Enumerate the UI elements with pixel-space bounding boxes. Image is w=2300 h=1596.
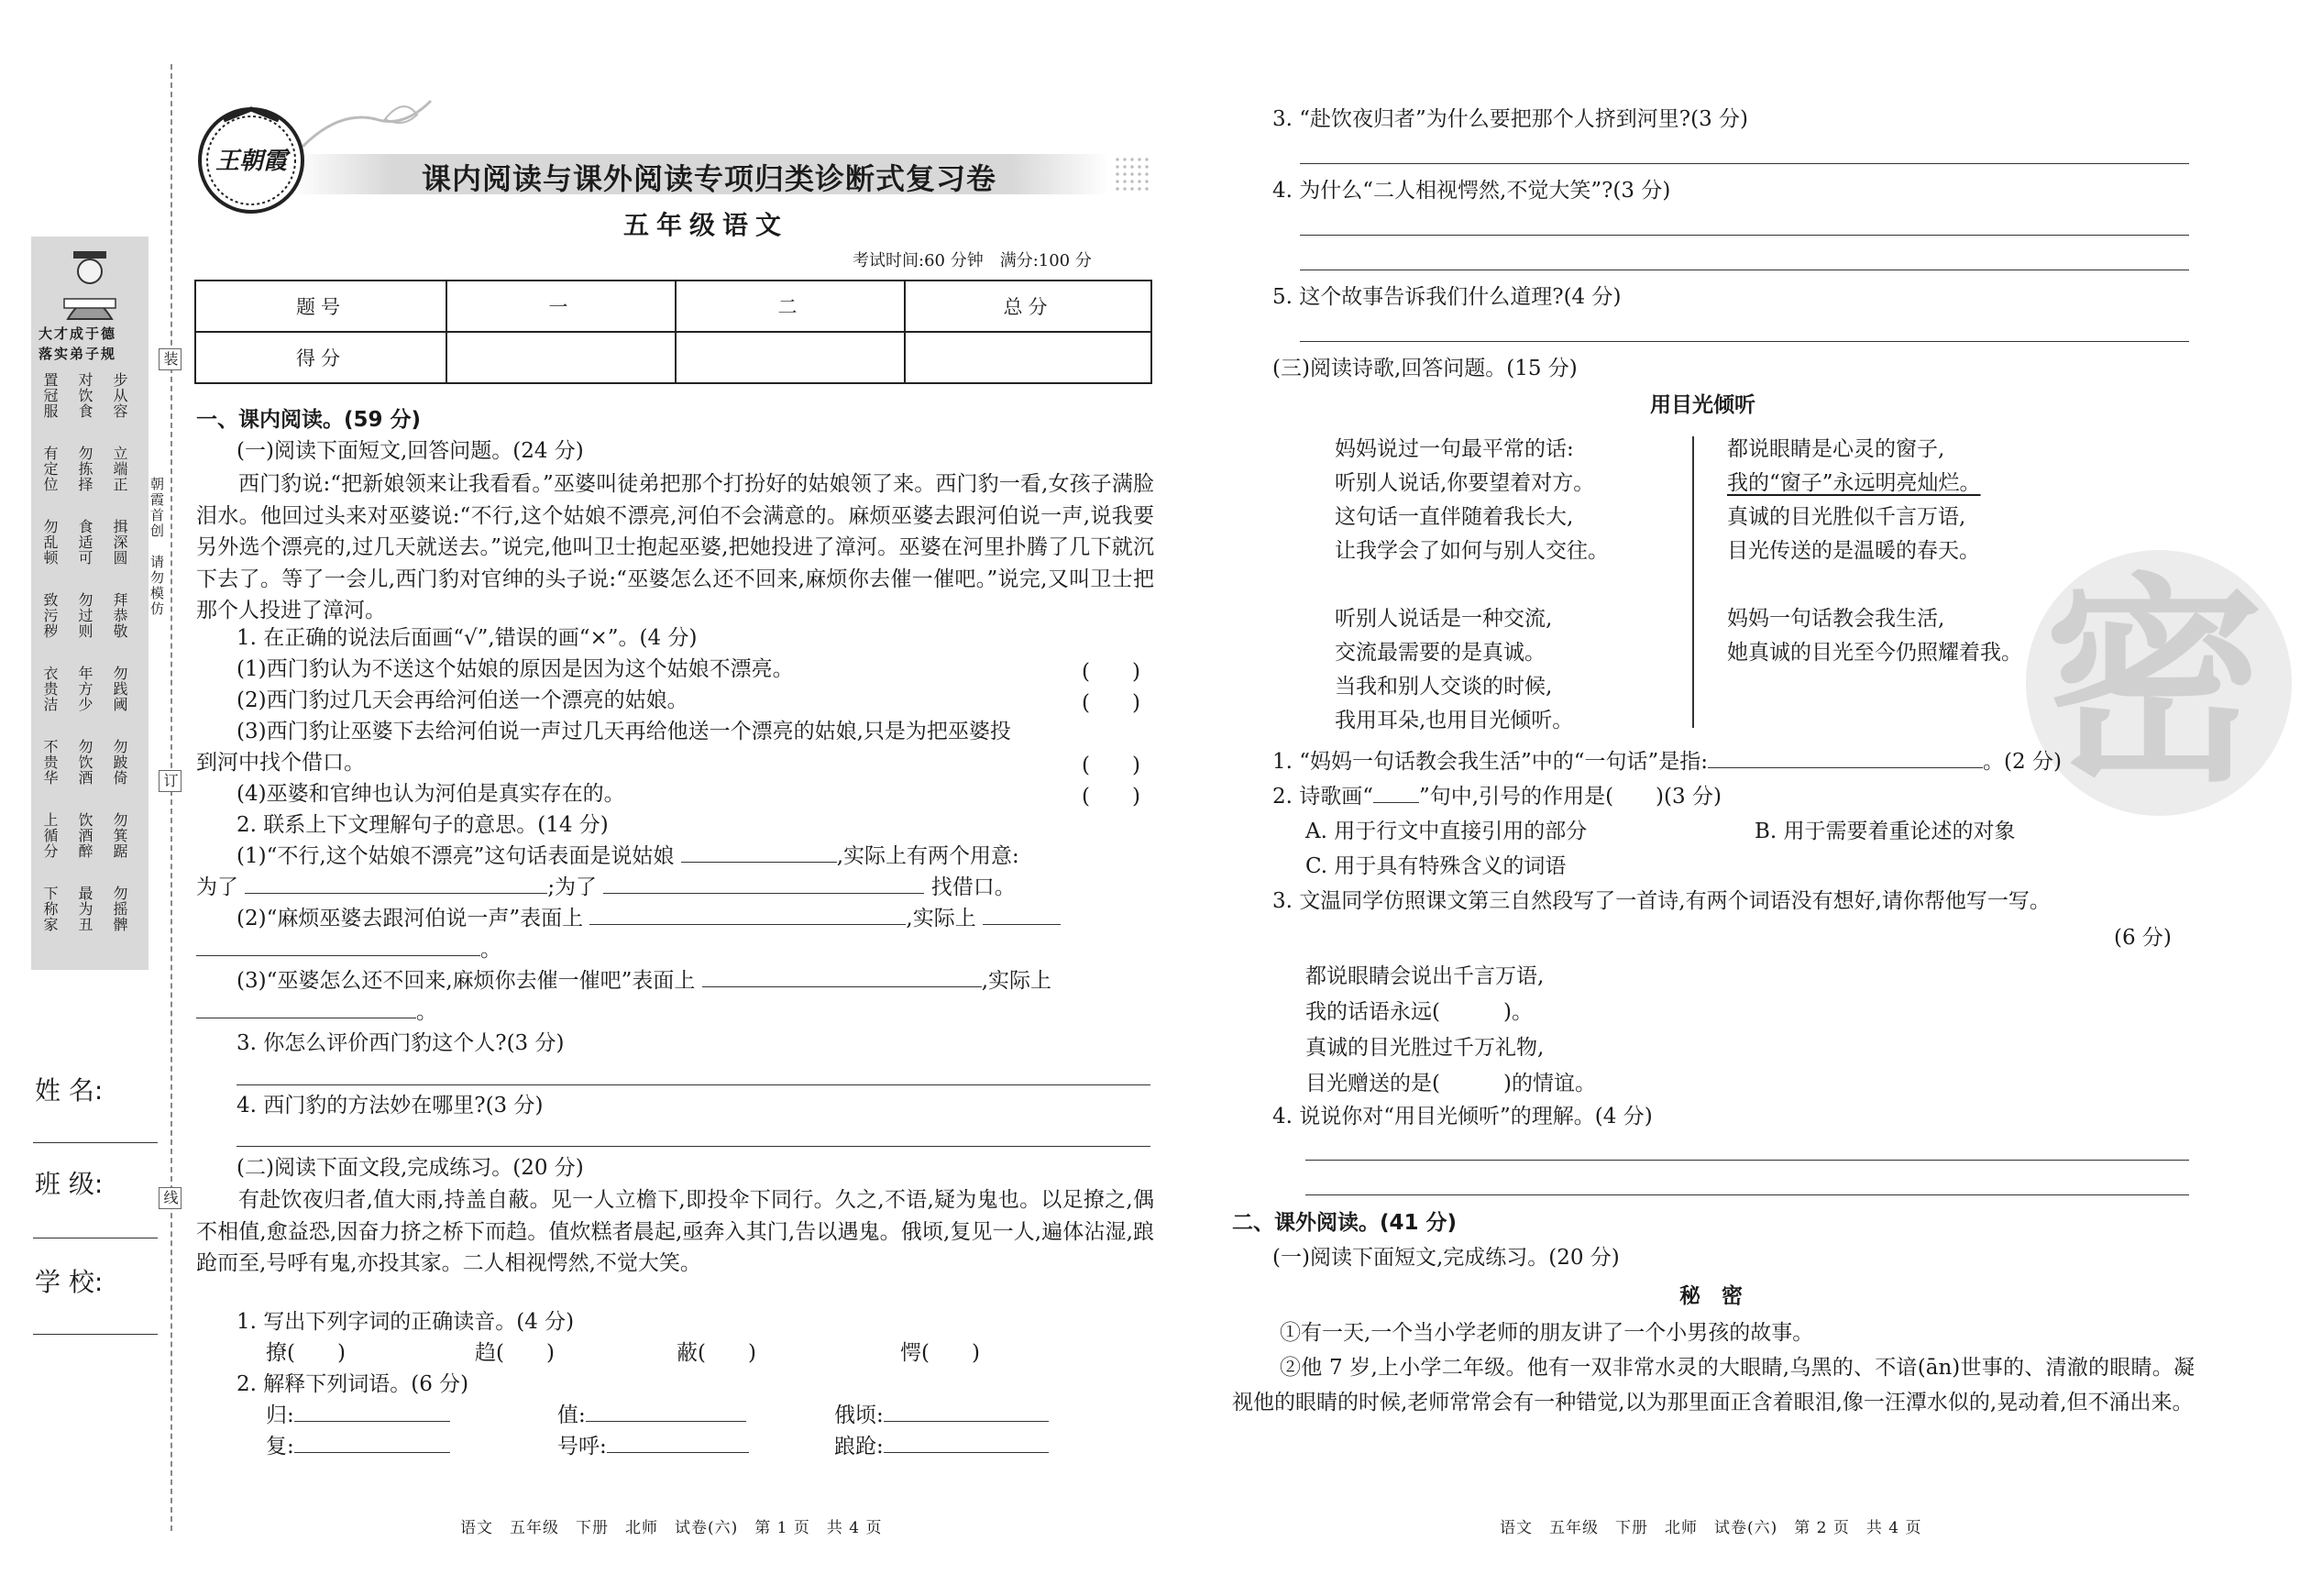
q2-1-blank-b[interactable] [245, 873, 547, 894]
q2-1-blank-c[interactable] [603, 873, 924, 894]
sidebar-rule: 不贵华 [41, 739, 59, 786]
word-1[interactable]: 撩( ) [266, 1341, 346, 1365]
story-title: 秘 密 [1679, 1284, 1743, 1308]
subtitle: 五年级语文 [623, 210, 789, 240]
poem-line: 让我学会了如何与别人交往。 [1335, 539, 1609, 563]
binding-dashed-line [171, 64, 172, 1531]
sidebar-rule: 食适可 [76, 519, 94, 566]
motto-2: 落实弟子规 [39, 346, 117, 362]
poem-line: 妈妈说过一句最平常的话: [1335, 437, 1574, 461]
watermark-seal [2026, 550, 2292, 816]
sidebar-rule: 揖深圆 [111, 519, 128, 566]
question-7: 3. “赴饮夜归者”为什么要把那个人挤到河里?(3 分) [1272, 107, 1748, 131]
poem-line: 妈妈一句话教会我生活, [1727, 607, 1945, 631]
section-1-heading: 一、课内阅读。(59 分) [196, 408, 422, 432]
def-3 [834, 1401, 1049, 1431]
q2-2-blank-b[interactable] [983, 904, 1061, 925]
sidebar-rule: 拜恭敬 [111, 592, 128, 639]
score-cell-label: 题号 [195, 281, 446, 332]
scholar-figure-icon [31, 246, 149, 328]
question-5: 1. 写出下列字词的正确读音。(4 分) [237, 1310, 575, 1334]
def-4 [266, 1432, 450, 1462]
binding-mark-2: 订 [159, 770, 182, 792]
name-label: 姓 名: [35, 1075, 104, 1106]
sidebar-rule: 上循分 [41, 812, 59, 859]
poem-question-1 [1272, 747, 2062, 777]
sidebar-panel [31, 237, 149, 970]
story-paragraph-1: ①有一天,一个当小学老师的朋友讲了一个小男孩的故事。 [1280, 1321, 1814, 1345]
q2-item-1-line2 [196, 873, 1016, 903]
q1-item-2: (2)西门豹过几天会再给河伯送一个漂亮的姑娘。 [237, 688, 688, 712]
sidebar-rule: 步从容 [111, 372, 128, 419]
verse-line-blank[interactable]: 目光赠送的是( )的情谊。 [1305, 1072, 1596, 1095]
def-5-label: 号呼: [557, 1435, 607, 1458]
poem-right-column [1727, 433, 2022, 670]
poem-left-column [1335, 433, 1609, 738]
passage-3-title: (三)阅读诗歌,回答问题。(15 分) [1272, 357, 1578, 380]
def-6 [834, 1432, 1049, 1462]
q1-answer-1[interactable]: ( ) [1082, 660, 1140, 684]
word-4[interactable]: 愕( ) [900, 1341, 980, 1365]
q2-2-blank-a[interactable] [589, 904, 906, 925]
q2-item-2 [237, 904, 1061, 934]
def-2-label: 值: [557, 1403, 586, 1427]
q2-3-text-a: (3)“巫婆怎么还不回来,麻烦你去催一催吧”表面上 [237, 969, 696, 993]
poem-question-3: 3. 文温同学仿照课文第三自然段写了一首诗,有两个词语没有想好,请你帮他写一写。 [1272, 889, 2051, 913]
q1-item-1: (1)西门豹认为不送这个姑娘的原因是因为这个姑娘不漂亮。 [237, 657, 794, 681]
def-3-label: 俄顷: [834, 1403, 884, 1427]
q1-item-4: (4)巫婆和官绅也认为河伯是真实存在的。 [237, 782, 625, 806]
poem-line: 真诚的目光胜似千言万语, [1727, 505, 1966, 529]
question-1: 1. 在正确的说法后面画“√”,错误的画“×”。(4 分) [237, 626, 698, 650]
pq3-score: (6 分) [2114, 926, 2172, 950]
q2-item-2-line2 [196, 935, 501, 965]
copyright-note: 朝霞首创 请勿模仿 [149, 477, 165, 617]
poem-question-2 [1272, 782, 1722, 812]
poem-question-4: 4. 说说你对“用目光倾听”的理解。(4 分) [1272, 1105, 1653, 1128]
sidebar-rule: 勿饮酒 [76, 739, 94, 786]
pq2-blank [1373, 782, 1419, 803]
sidebar-rule: 立端正 [111, 446, 128, 492]
poem-title: 用目光倾听 [1650, 393, 1755, 417]
poem-line: 当我和别人交谈的时候, [1335, 675, 1553, 699]
pq4-answer-line-2[interactable] [1305, 1194, 2189, 1195]
school-field[interactable] [33, 1334, 158, 1335]
question-3: 3. 你怎么评价西门豹这个人?(3 分) [237, 1031, 565, 1055]
q4-answer-line[interactable] [237, 1146, 1150, 1147]
passage-1-text: 西门豹说:“把新娘领来让我看看。”巫婆叫徒弟把那个打扮好的姑娘领了来。西门豹一看,女孩子满脸泪水。他回过头来对巫婆说:“不行,这个姑娘不漂亮,河伯不会满意的。麻烦巫婆去跟河伯说一声,说我要另外选个漂亮的,过几天就送去。”说完,他叫卫士抱起巫婆,把她投进了漳河。巫婆在河里扑腾了几下就沉下去了。等了一会儿,西门豹对官绅的头子说:“巫婆怎么还不回来,麻烦你去催一催吧。”说完,又叫卫士把那个人投进了漳河。 [196, 472, 1154, 622]
sidebar-rule: 勿跛倚 [111, 739, 128, 786]
q1-item-3a: (3)西门豹让巫婆下去给河伯说一声过几天再给他送一个漂亮的姑娘,只是为把巫婆投 [237, 720, 1011, 743]
q2-1-text-d: ;为了 [547, 875, 598, 899]
q7-answer-line[interactable] [1300, 163, 2189, 164]
q1-answer-2[interactable]: ( ) [1082, 691, 1140, 715]
sidebar-rule: 勿拣择 [76, 446, 94, 492]
question-2: 2. 联系上下文理解句子的意思。(14 分) [237, 813, 609, 837]
q1-answer-4[interactable]: ( ) [1082, 785, 1140, 809]
sidebar-rule: 勿箕踞 [111, 812, 128, 859]
verse-line-blank[interactable]: 我的话语永远( )。 [1305, 1000, 1533, 1024]
def-3-blank[interactable] [884, 1401, 1049, 1422]
sidebar-rule: 有定位 [41, 446, 59, 492]
score-cell-part1: 一 [446, 281, 676, 332]
motto-1: 大才成于德 [39, 325, 117, 342]
word-3[interactable]: 蔽( ) [677, 1341, 756, 1365]
question-9: 5. 这个故事告诉我们什么道理?(4 分) [1272, 285, 1622, 309]
sidebar-rule: 致污秽 [41, 592, 59, 639]
poem-line: 交流最需要的是真诚。 [1335, 641, 1546, 665]
q2-1-blank-a[interactable] [681, 842, 837, 863]
poem-line: 听别人说话,你要望着对方。 [1335, 471, 1595, 495]
poem-line: 我用耳朵,也用目光倾听。 [1335, 709, 1574, 732]
poem-divider [1692, 436, 1694, 728]
def-4-label: 复: [266, 1435, 294, 1458]
q2-2-end: 。 [480, 938, 501, 962]
def-2-blank[interactable] [586, 1401, 746, 1422]
q8-answer-line-1[interactable] [1300, 235, 2189, 236]
q2-1-text-c: 为了 [196, 875, 238, 899]
section-2-heading: 二、课外阅读。(41 分) [1232, 1211, 1458, 1235]
sidebar-rule: 勿践阈 [111, 666, 128, 712]
binding-mark-1: 装 [159, 348, 182, 370]
pq1-text-a: 1. “妈妈一句话教会我生活”中的“一句话”是指: [1272, 750, 1709, 774]
def-5-blank[interactable] [607, 1432, 749, 1453]
score-table-score-row [195, 332, 1151, 383]
poem-line-underlined: 我的“窗子”永远明亮灿烂。 [1727, 471, 1981, 495]
poem-line: 她真诚的目光至今仍照耀着我。 [1727, 641, 2022, 665]
footer-left: 语文 五年级 下册 北师 试卷(六) 第 1 页 共 4 页 [460, 1519, 883, 1537]
passage-1-title: (一)阅读下面短文,回答问题。(24 分) [237, 439, 584, 463]
poem-line: 都说眼睛是心灵的窗子, [1727, 437, 1945, 461]
score-cell-part2: 二 [676, 281, 905, 332]
q3-answer-line[interactable] [237, 1084, 1150, 1085]
def-4-blank[interactable] [294, 1432, 450, 1453]
passage-2-text: 有赴饮夜归者,值大雨,持盖自蔽。见一人立檐下,即投伞下同行。久之,不语,疑为鬼也。以足撩之,偶不相值,愈益恐,因奋力挤之桥下而趋。值炊糕者晨起,亟奔入其门,告以遇鬼。俄顷,复见一人,遍体沾湿,踉跄而至,号呼有鬼,亦投其家。二人相视愕然,不觉大笑。 [196, 1188, 1154, 1275]
def-6-blank[interactable] [884, 1432, 1049, 1453]
watermark-glyph: 密 [2044, 555, 2265, 811]
sidebar-rule: 勿摇髀 [111, 886, 128, 932]
poem-line: 听别人说话是一种交流, [1335, 607, 1553, 631]
def-2 [557, 1401, 746, 1431]
score-table [194, 280, 1152, 384]
q2-1-text-e: 找借口。 [930, 875, 1016, 899]
q2-item-1 [237, 842, 1019, 872]
pq1-blank[interactable] [1708, 747, 1983, 768]
score-input-part1[interactable] [446, 332, 676, 383]
q2-3-blank-b[interactable] [196, 997, 416, 1018]
q2-2-blank-c[interactable] [196, 935, 480, 956]
sidebar-rule: 下称家 [41, 886, 59, 932]
def-1 [266, 1401, 450, 1431]
score-table-header-row [195, 281, 1151, 332]
pq2-text-a: 2. 诗歌画“ [1272, 785, 1374, 809]
footer-right: 语文 五年级 下册 北师 试卷(六) 第 2 页 共 4 页 [1500, 1519, 1922, 1537]
header-dots [1114, 156, 1150, 193]
passage-2-title: (二)阅读下面文段,完成练习。(20 分) [237, 1156, 584, 1180]
sidebar-rule: 勿过则 [76, 592, 94, 639]
verse-line: 真诚的目光胜过千万礼物, [1305, 1036, 1545, 1060]
pq2-option-c[interactable]: C. 用于具有特殊含义的词语 [1305, 854, 1567, 878]
logo-text: 王朝霞 [215, 148, 287, 175]
sidebar-rule: 对饮食 [76, 372, 94, 419]
def-6-label: 踉跄: [834, 1435, 884, 1458]
q2-item-3-line2 [196, 997, 437, 1028]
sidebar-rule: 最为丑 [76, 886, 94, 932]
sidebar-rule: 年方少 [76, 666, 94, 712]
score-cell-total: 总分 [905, 281, 1151, 332]
pq2-option-b[interactable]: B. 用于需要着重论述的对象 [1755, 820, 2016, 843]
pq2-text-b: ”句中,引号的作用是( )(3 分) [1419, 785, 1722, 809]
class-label: 班 级: [35, 1169, 104, 1199]
pq4-answer-line-1[interactable] [1305, 1160, 2189, 1161]
pq1-text-b: 。(2 分) [1983, 750, 2062, 774]
imitation-verse [1305, 959, 1596, 1102]
q1-answer-3[interactable]: ( ) [1082, 754, 1140, 777]
q2-2-text-a: (2)“麻烦巫婆去跟河伯说一声”表面上 [237, 907, 584, 930]
q2-3-text-b: ,实际上 [981, 969, 1052, 993]
q2-2-text-b: ,实际上 [906, 907, 976, 930]
def-1-label: 归: [266, 1403, 294, 1427]
name-field[interactable] [33, 1142, 158, 1143]
q2-item-3 [237, 966, 1051, 996]
question-4: 4. 西门豹的方法妙在哪里?(3 分) [237, 1094, 544, 1117]
sidebar-rule: 勿乱顿 [41, 519, 59, 566]
score-input-part2[interactable] [676, 332, 905, 383]
score-row-label: 得分 [195, 332, 446, 383]
q1-item-3b: 到河中找个借口。 [196, 751, 365, 775]
poem-line: 目光传送的是温暖的春天。 [1727, 539, 1980, 563]
q2-3-blank-a[interactable] [702, 966, 982, 987]
q2-1-text-b: ,实际上有两个用意: [836, 844, 1019, 868]
story-paragraph-2: ②他 7 岁,上小学二年级。他有一双非常水灵的大眼睛,乌黑的、不谙(ān)世事的、清澈的眼睛。凝视他的眼睛的时候,老师常常会有一种错觉,以为那里面正含着眼泪,像一汪潭水似的,晃动着,但不涌出来。 [1232, 1356, 2195, 1414]
def-5 [557, 1432, 749, 1462]
sidebar-rule: 置冠服 [41, 372, 59, 419]
question-6: 2. 解释下列词语。(6 分) [237, 1372, 469, 1396]
passage-4-title: (一)阅读下面短文,完成练习。(20 分) [1272, 1246, 1620, 1270]
binding-mark-3: 线 [159, 1187, 182, 1209]
q9-answer-line[interactable] [1300, 341, 2189, 342]
ribbon-decoration [303, 92, 440, 156]
exam-info: 考试时间:60 分钟 满分:100 分 [853, 251, 1092, 270]
q2-3-end: 。 [416, 1000, 437, 1024]
word-2[interactable]: 趋( ) [475, 1341, 555, 1365]
school-label: 学 校: [35, 1267, 104, 1297]
verse-line: 都说眼睛会说出千言万语, [1305, 964, 1545, 988]
pq2-option-a[interactable]: A. 用于行文中直接引用的部分 [1305, 820, 1588, 843]
page-title: 课内阅读与课外阅读专项归类诊断式复习卷 [422, 161, 997, 196]
poem-line: 这句话一直伴随着我长大, [1335, 505, 1574, 529]
poem-line [1335, 568, 1609, 602]
sidebar-rule: 衣贵洁 [41, 666, 59, 712]
q2-1-text-a: (1)“不行,这个姑娘不漂亮”这句话表面是说姑娘 [237, 844, 675, 868]
question-8: 4. 为什么“二人相视愕然,不觉大笑”?(3 分) [1272, 179, 1671, 203]
logo [196, 105, 306, 215]
score-input-total[interactable] [905, 332, 1151, 383]
def-1-blank[interactable] [294, 1401, 450, 1422]
sidebar-rule: 饮酒醉 [76, 812, 94, 859]
poem-line [1727, 568, 2022, 602]
